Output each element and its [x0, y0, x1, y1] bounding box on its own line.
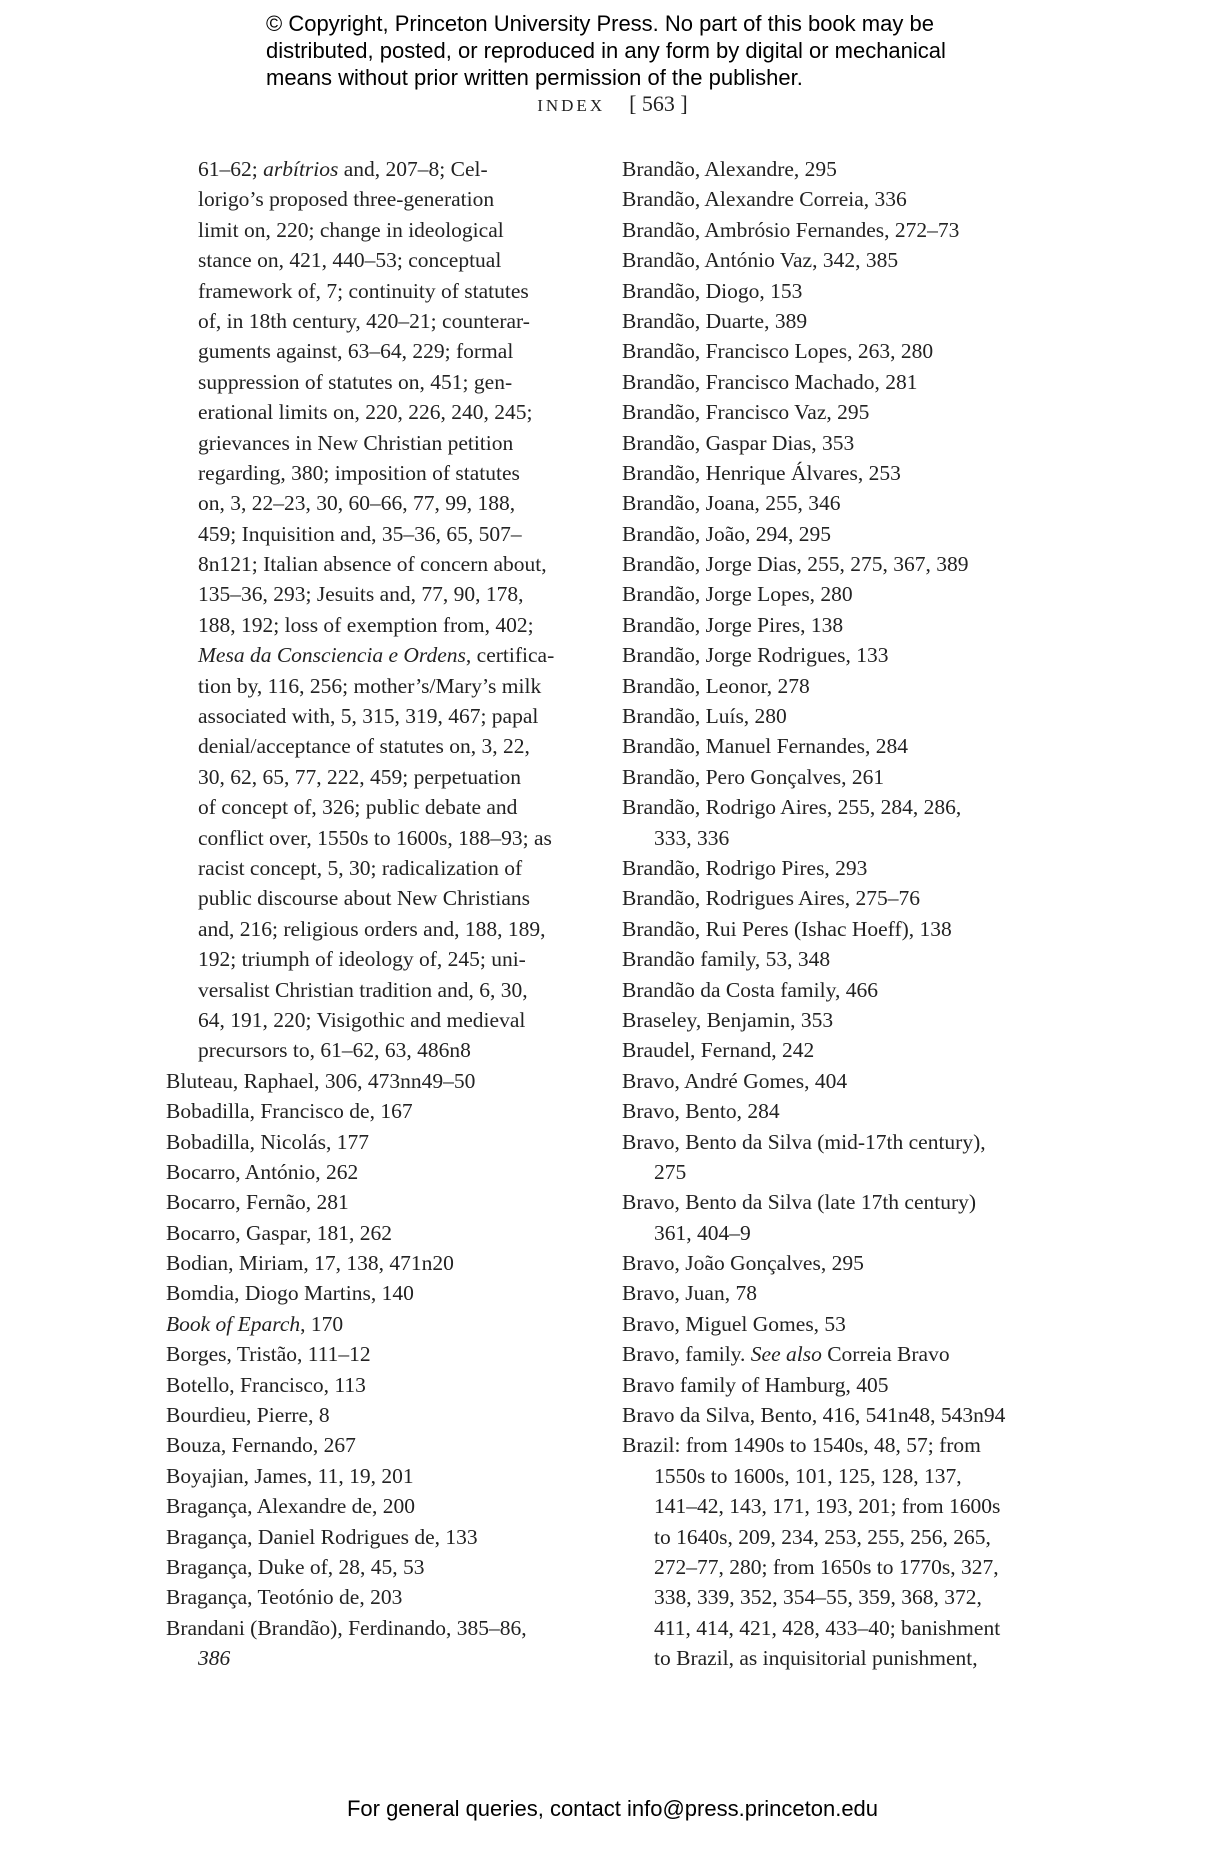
index-line: tion by, 116, 256; mother’s/Mary’s milk	[198, 673, 542, 698]
index-line: regarding, 380; imposition of statutes	[198, 460, 520, 485]
index-line: 386	[198, 1646, 231, 1671]
index-line: 141–42, 143, 171, 193, 201; from 1600s	[654, 1494, 1001, 1519]
index-line: Brandão, Jorge Pires, 138	[622, 612, 844, 637]
index-line: Bragança, Duke of, 28, 45, 53	[166, 1554, 425, 1579]
index-line: Bravo family of Hamburg, 405	[622, 1372, 889, 1397]
index-line: 459; Inquisition and, 35–36, 65, 507–	[198, 521, 522, 546]
index-line: to 1640s, 209, 234, 253, 255, 256, 265,	[654, 1524, 991, 1549]
index-line: limit on, 220; change in ideological	[198, 217, 504, 242]
index-line: 1550s to 1600s, 101, 125, 128, 137,	[654, 1463, 962, 1488]
index-line: precursors to, 61–62, 63, 486n8	[198, 1038, 471, 1063]
index-line: Brandão, Joana, 255, 346	[622, 491, 841, 516]
index-line: Brandão, Leonor, 278	[622, 673, 810, 698]
index-line: Brandão, Alexandre Correia, 336	[622, 187, 907, 212]
index-line: 188, 192; loss of exemption from, 402;	[198, 612, 534, 637]
running-head	[0, 91, 1225, 117]
index-line: Bobadilla, Francisco de, 167	[166, 1099, 413, 1124]
copyright-line: © Copyright, Princeton University Press. No part of this book may be	[266, 11, 934, 36]
index-line: Brandão, Francisco Vaz, 295	[622, 400, 870, 425]
index-line: Brandão, Francisco Lopes, 263, 280	[622, 339, 934, 364]
index-line: 135–36, 293; Jesuits and, 77, 90, 178,	[198, 582, 524, 607]
index-line: erational limits on, 220, 226, 240, 245;	[198, 400, 533, 425]
index-line: 192; triumph of ideology of, 245; uni-	[198, 947, 526, 972]
footer-contact: For general queries, contact info@press.princeton.edu	[346, 1796, 879, 1821]
page-number: [ 563 ]	[629, 91, 688, 116]
index-line: associated with, 5, 315, 319, 467; papal	[198, 704, 539, 729]
index-line: 64, 191, 220; Visigothic and medieval	[198, 1007, 526, 1032]
copyright-line: distributed, posted, or reproduced in any form by digital or mechanical	[266, 38, 946, 63]
index-line: to Brazil, as inquisitorial punishment,	[654, 1646, 978, 1671]
index-line: Bragança, Teotónio de, 203	[166, 1585, 403, 1610]
index-line: Bragança, Daniel Rodrigues de, 133	[166, 1524, 478, 1549]
running-head-title: INDEX	[537, 96, 606, 115]
index-line: 411, 414, 421, 428, 433–40; banishment	[654, 1615, 1001, 1640]
index-line: Brandão da Costa family, 466	[622, 977, 878, 1002]
index-line: 61–62; arbítrios and, 207–8; Cel-	[198, 157, 488, 181]
index-line: Bravo, Miguel Gomes, 53	[622, 1311, 846, 1336]
index-line: Brandão, Luís, 280	[622, 704, 787, 729]
index-line: grievances in New Christian petition	[198, 430, 514, 455]
index-line: Bravo, André Gomes, 404	[622, 1068, 848, 1093]
index-line: Bravo da Silva, Bento, 416, 541n48, 543n94	[622, 1403, 1006, 1428]
index-line: Bodian, Miriam, 17, 138, 471n20	[166, 1251, 454, 1276]
index-line: Brandão, Pero Gonçalves, 261	[622, 764, 885, 789]
index-line: Borges, Tristão, 111–12	[166, 1342, 371, 1367]
index-line: Brandão, Ambrósio Fernandes, 272–73	[622, 217, 960, 242]
index-line: framework of, 7; continuity of statutes	[198, 278, 529, 303]
index-line: 30, 62, 65, 77, 222, 459; perpetuation	[198, 764, 522, 789]
index-line: suppression of statutes on, 451; gen-	[198, 369, 513, 394]
index-line: Bravo, Bento da Silva (mid-17th century),	[622, 1129, 986, 1154]
index-line: guments against, 63–64, 229; formal	[198, 339, 514, 364]
index-line: and, 216; religious orders and, 188, 189,	[198, 916, 546, 941]
index-line: 338, 339, 352, 354–55, 359, 368, 372,	[654, 1585, 982, 1610]
index-line: Brandão, Gaspar Dias, 353	[622, 430, 855, 455]
index-line: denial/acceptance of statutes on, 3, 22,	[198, 734, 530, 759]
index-line: conflict over, 1550s to 1600s, 188–93; as	[198, 825, 552, 850]
copyright-line: means without prior written permission of the publisher.	[266, 65, 803, 90]
index-line: Botello, Francisco, 113	[166, 1372, 366, 1397]
index-line: Bomdia, Diogo Martins, 140	[166, 1281, 414, 1306]
index-line: Brandão, Rodrigo Aires, 255, 284, 286,	[622, 795, 962, 820]
index-line: 272–77, 280; from 1650s to 1770s, 327,	[654, 1554, 999, 1579]
index-line: Brandão, António Vaz, 342, 385	[622, 248, 899, 273]
index-line: Bocarro, Gaspar, 181, 262	[166, 1220, 393, 1245]
index-line: racist concept, 5, 30; radicalization of	[198, 855, 523, 880]
index-line: Bravo, João Gonçalves, 295	[622, 1251, 864, 1276]
index-line: of, in 18th century, 420–21; counterar-	[198, 308, 530, 333]
index-line: Mesa da Consciencia e Ordens, certifica-	[198, 643, 555, 668]
index-line: Bragança, Alexandre de, 200	[166, 1494, 415, 1519]
index-line: lorigo’s proposed three-generation	[198, 187, 495, 212]
index-line: Braseley, Benjamin, 353	[622, 1007, 834, 1032]
index-line: 333, 336	[654, 825, 730, 850]
index-line: Brandão, Rodrigo Pires, 293	[622, 855, 868, 880]
index-line: on, 3, 22–23, 30, 60–66, 77, 99, 188,	[198, 491, 516, 516]
index-line: Bravo, Juan, 78	[622, 1281, 757, 1306]
index-line: 275	[654, 1159, 687, 1184]
index-line: Bocarro, António, 262	[166, 1159, 359, 1184]
index-line: public discourse about New Christians	[198, 886, 531, 911]
index-line: Bouza, Fernando, 267	[166, 1433, 356, 1458]
index-column-right	[622, 154, 1042, 1674]
index-line: Book of Eparch, 170	[166, 1311, 344, 1336]
index-line: Bourdieu, Pierre, 8	[166, 1403, 330, 1428]
index-line: Bluteau, Raphael, 306, 473nn49–50	[166, 1068, 476, 1093]
index-line: Brandão, Rui Peres (Ishac Hoeff), 138	[622, 916, 952, 941]
index-line: Bravo, family. See also Correia Bravo	[622, 1342, 950, 1367]
index-line: Brazil: from 1490s to 1540s, 48, 57; from	[622, 1433, 981, 1458]
index-line: Bocarro, Fernão, 281	[166, 1190, 349, 1215]
index-line: Brandão family, 53, 348	[622, 947, 831, 972]
index-line: Brandão, Jorge Dias, 255, 275, 367, 389	[622, 552, 969, 577]
index-line: Brandani (Brandão), Ferdinando, 385–86,	[166, 1615, 527, 1640]
index-column-left	[166, 154, 576, 1674]
copyright-notice	[266, 10, 1026, 91]
index-line: Brandão, Duarte, 389	[622, 308, 808, 333]
index-line: Brandão, Henrique Álvares, 253	[622, 460, 901, 485]
index-line: Bobadilla, Nicolás, 177	[166, 1129, 370, 1154]
index-line: Brandão, Manuel Fernandes, 284	[622, 734, 908, 759]
index-line: versalist Christian tradition and, 6, 30,	[198, 977, 528, 1002]
index-line: stance on, 421, 440–53; conceptual	[198, 248, 502, 273]
index-line: Brandão, Jorge Lopes, 280	[622, 582, 853, 607]
index-line: Brandão, Francisco Machado, 281	[622, 369, 918, 394]
index-line: Brandão, Diogo, 153	[622, 278, 803, 303]
index-line: of concept of, 326; public debate and	[198, 795, 518, 820]
index-line: Brandão, Alexandre, 295	[622, 157, 837, 181]
index-line: Bravo, Bento da Silva (late 17th century)	[622, 1190, 977, 1215]
index-line: Bravo, Bento, 284	[622, 1099, 780, 1124]
index-line: Brandão, João, 294, 295	[622, 521, 831, 546]
index-line: Brandão, Jorge Rodrigues, 133	[622, 643, 889, 668]
index-line: 8n121; Italian absence of concern about,	[198, 552, 547, 577]
index-line: Braudel, Fernand, 242	[622, 1038, 815, 1063]
index-line: Brandão, Rodrigues Aires, 275–76	[622, 886, 920, 911]
index-line: Boyajian, James, 11, 19, 201	[166, 1463, 414, 1488]
index-line: 361, 404–9	[654, 1220, 751, 1245]
